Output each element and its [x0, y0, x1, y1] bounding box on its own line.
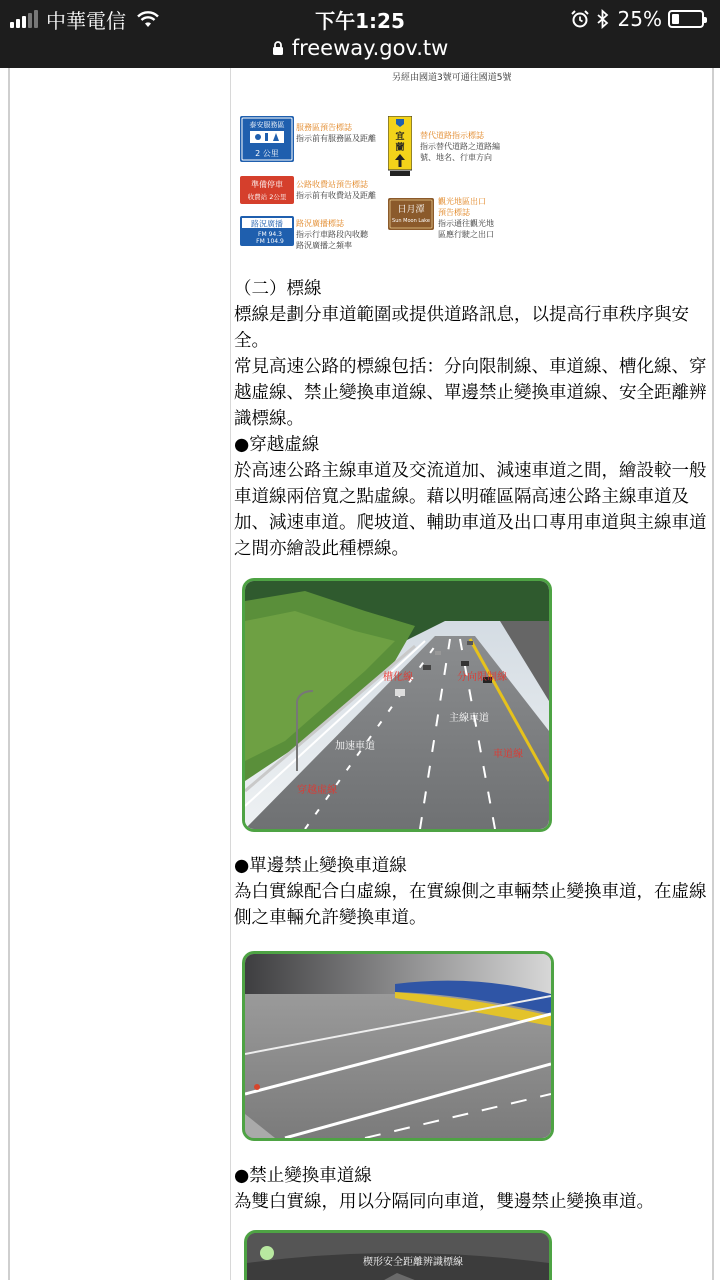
status-time: 下午1:25: [315, 8, 405, 33]
sign-desc: 指示替代道路之道路編: [420, 142, 500, 151]
sign-title: 替代道路指示標誌: [420, 131, 484, 140]
sign-title: 觀光地區出口: [438, 197, 486, 206]
alternate-route-caption: [420, 130, 500, 163]
service-area-sign: [240, 116, 294, 162]
tunnel-scene: [245, 954, 551, 1138]
tunnel-markings-photo: [242, 951, 554, 1141]
toll-sign-line1: 準備停車: [251, 180, 283, 189]
status-left: [10, 6, 160, 32]
section-heading: （二）標線: [234, 279, 322, 299]
label-main-lane: 主線車道: [449, 713, 489, 724]
section-no-change: [234, 1163, 710, 1215]
label-channel: 槽化線: [383, 672, 413, 683]
service-sign-line1: 泰安服務區: [249, 121, 285, 129]
section-single-side: [234, 853, 710, 931]
bullet-crossing-body: 於高速公路主線車道及交流道加、減速車道之間，繪設較一般車道線兩倍寬之點虛線。藉以明確區隔高速公路主線車道及加、減速車道。爬坡道、輔助車道及出口專用車道與主線車道之間亦繪設此種標線。: [234, 461, 707, 559]
lock-icon: [272, 41, 284, 56]
label-lane-line: 車道線: [493, 749, 523, 760]
highway-scene: [245, 581, 549, 829]
bullet-no-change-body: 為雙白實線，用以分隔同向車道，雙邊禁止變換車道。: [234, 1192, 654, 1212]
sign-desc: 指示行車路段內收聽: [296, 230, 368, 239]
bullet-single-side-title: ●單邊禁止變換車道線: [234, 856, 407, 876]
bullet-no-change-title: ●禁止變換車道線: [234, 1166, 372, 1186]
sign-title: 服務區預告標誌: [296, 123, 352, 132]
sign-desc: 號、地名、行車方向: [420, 153, 492, 162]
service-sign-line2: 2 公里: [255, 149, 279, 158]
sign-title: 路況廣播標誌: [296, 219, 344, 228]
sign-title: 公路收費站預告標誌: [296, 180, 368, 189]
broadcast-sign-line1: 路況廣播: [251, 219, 283, 229]
bullet-crossing-title: ●穿越虛線: [234, 435, 320, 455]
traffic-broadcast-caption: [296, 218, 368, 251]
alt-sign-line2: 蘭: [395, 143, 405, 153]
sign-desc: 指示前有服務區及距離: [296, 134, 376, 143]
sign-desc: 路況廣播之頻率: [296, 241, 352, 250]
mid-column-border: [230, 68, 231, 1280]
battery-percent: 25%: [617, 7, 662, 31]
wedge-scene: [247, 1233, 549, 1280]
traffic-broadcast-sign: [240, 216, 294, 246]
broadcast-sign-line3: FM 104.9: [256, 238, 284, 245]
toll-station-caption: [296, 179, 376, 201]
status-right: [570, 6, 704, 32]
highway-markings-photo: [242, 578, 552, 832]
bullet-single-side-body: 為白實線配合白虛線，在實線側之車輛禁止變換車道，在虛線側之車輛允許變換車道。: [234, 882, 707, 928]
service-area-caption: [296, 122, 376, 144]
toll-station-sign: [240, 176, 294, 204]
wedge-markings-photo: [244, 1230, 552, 1280]
signal-icon: [10, 10, 38, 28]
tourist-exit-caption: [438, 196, 494, 240]
left-column-border: [8, 68, 10, 1280]
alarm-icon: [570, 9, 590, 29]
sign-desc: 指示通往觀光地: [438, 219, 494, 228]
wifi-icon: [136, 10, 160, 28]
web-page: [0, 68, 720, 1280]
section-para1: 標線是劃分車道範圍或提供道路訊息，以提高行車秩序與安全。: [234, 305, 689, 351]
alternate-route-sign: [388, 116, 412, 176]
section-para2: 常見高速公路的標線包括：分向限制線、車道線、槽化線、穿越虛線、禁止變換車道線、單邊禁止變換車道線、安全距離辨識標線。: [234, 357, 707, 429]
sign-desc: 指示前有收費站及距離: [296, 191, 376, 200]
tourist-sign-line2: Sun Moon Lake: [392, 218, 430, 224]
right-column-border: [712, 68, 714, 1280]
address-bar[interactable]: [0, 34, 720, 62]
sign-title: 預告標誌: [438, 208, 470, 217]
battery-icon: [668, 10, 704, 28]
sign-desc: 區應行駛之出口: [438, 230, 494, 239]
bluetooth-icon: [596, 9, 610, 29]
label-wedge-line: 楔形安全距離辨識標線: [363, 1257, 463, 1268]
section-intro: [234, 276, 710, 562]
alt-sign-line1: 宜: [395, 132, 405, 142]
toll-sign-line2: 收費站 2公里: [247, 193, 287, 201]
tourist-sign-line1: 日月潭: [397, 205, 425, 215]
label-direction: 分向限制線: [457, 672, 507, 683]
label-accel-lane: 加速車道: [335, 741, 375, 752]
broadcast-sign-line2: FM 94.3: [258, 231, 282, 238]
url-domain: freeway.gov.tw: [291, 36, 449, 60]
top-note: 另經由國道3號可通往國道5號: [392, 73, 512, 83]
carrier-label: 中華電信: [46, 8, 126, 33]
label-crossing-line: 穿越虛線: [297, 785, 337, 796]
tourist-exit-sign: [388, 198, 434, 230]
status-bar: [0, 0, 720, 68]
